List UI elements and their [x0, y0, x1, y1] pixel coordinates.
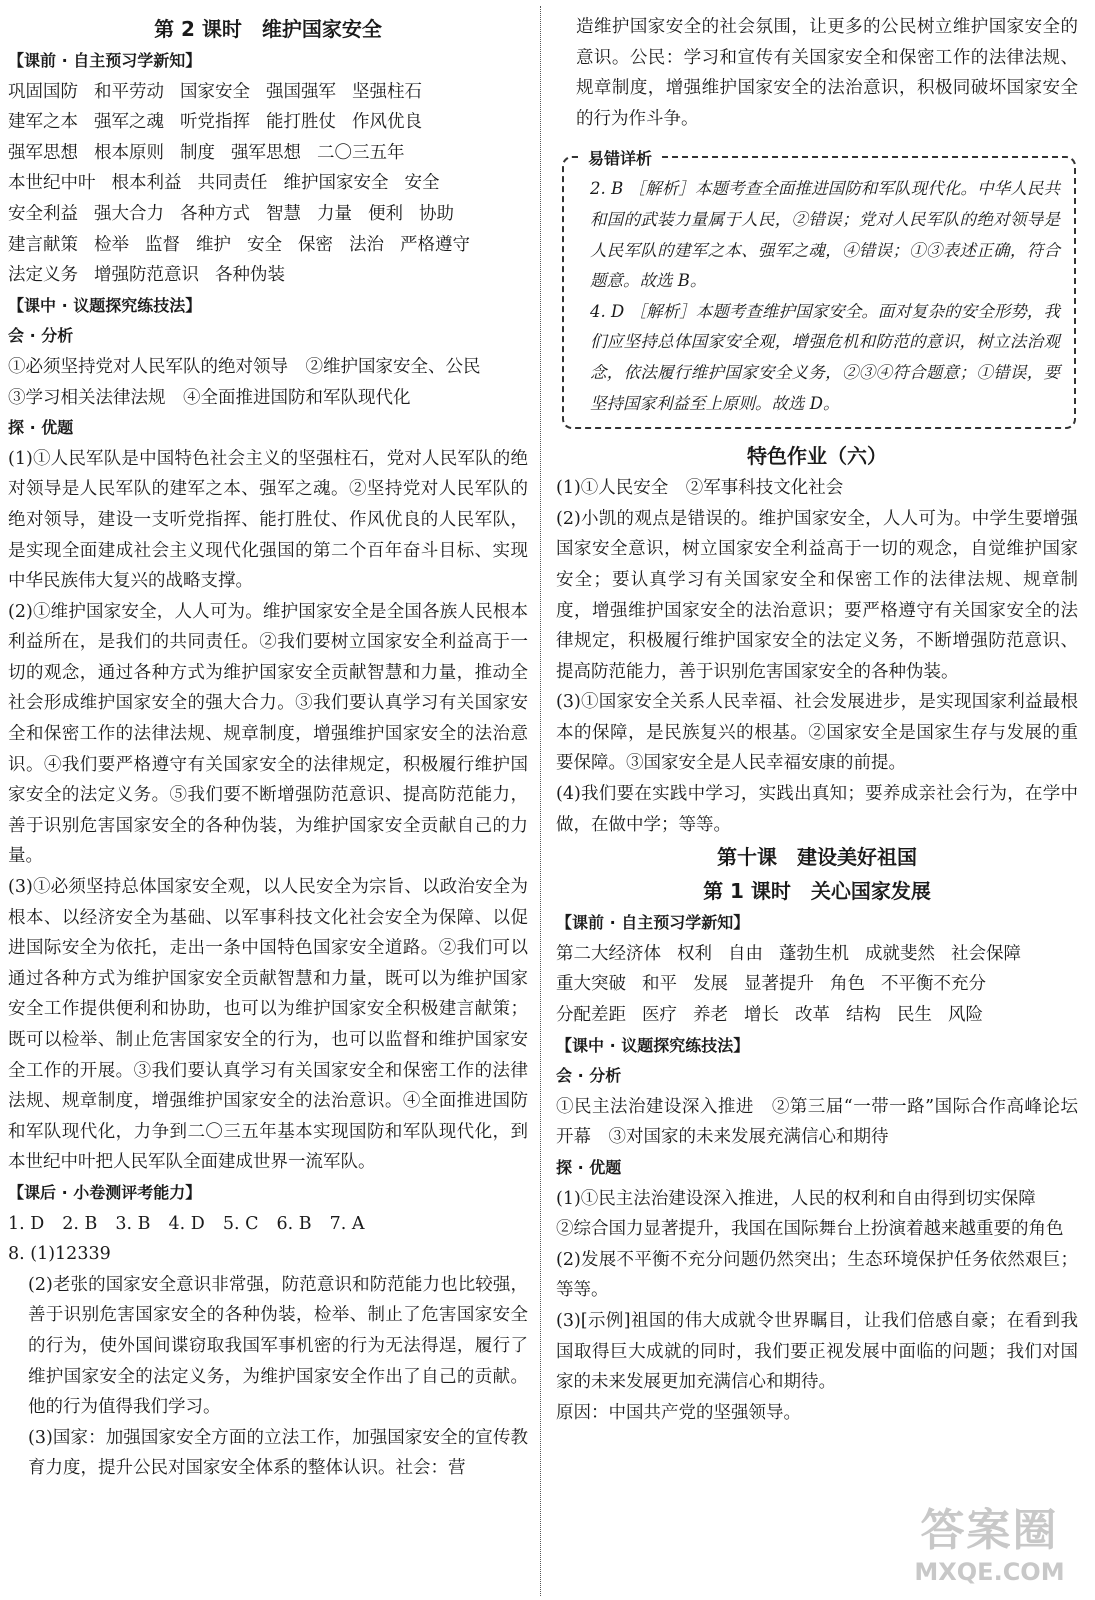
q8-answer: (3)国家：加强国家安全方面的立法工作，加强国家安全的宣传教育力度，提升公民对国家安全体系的整体认识。社会：营 — [28, 1427, 528, 1479]
keyword-row: 分配差距 医疗 养老 增长 改革 结构 民生 风险 — [556, 1005, 983, 1026]
in-class-header: 【课中 · 议题探究练技法】 — [8, 295, 202, 315]
keyword-row: 建军之本 强军之魂 听党指挥 能打胜仗 作风优良 — [8, 112, 422, 133]
keyword-row: 建言献策 检举 监督 维护 安全 保密 法治 严格遵守 — [8, 234, 470, 255]
explore-answer: (1)①人民军队是中国特色社会主义的坚强柱石，党对人民军队的绝对领导是人民军队的建军之本、强军之魂。②坚持党对人民军队的绝对领导，建设一支听党指挥、能打胜仗、作风优良的人民军队，是实现全面建成社会主义现代化强国的第二个百年奋斗目标、实现中华民族伟大复兴的战略支撑。 — [8, 448, 528, 592]
analysis-line: ③学习相关法律法规 ④全面推进国防和军队现代化 — [8, 387, 411, 408]
special-answer: (1)①人民安全 ②军事科技文化社会 — [556, 478, 844, 499]
watermark-logo-text: 答案圈 — [920, 1505, 1059, 1556]
q8-part1: 8. (1)12339 — [8, 1244, 111, 1265]
lesson-title: 第 2 课时 维护国家安全 — [154, 17, 382, 41]
keyword-row: 安全利益 强大合力 各种方式 智慧 力量 便利 协助 — [8, 203, 454, 224]
explore-answer: ②综合国力显著提升，我国在国际舞台上扮演着越来越重要的角色 — [556, 1219, 1064, 1240]
pre-class-header: 【课前 · 自主预习学新知】 — [556, 913, 750, 933]
explore-label: 探 · 优题 — [8, 418, 74, 438]
explore-answer: (2)①维护国家安全，人人可为。维护国家安全是全国各族人民根本利益所在，是我们的共同责任。②我们要树立国家安全利益高于一切的观念，通过各种方式为维护国家安全贡献智慧和力量，推动全社会形成维护国家安全的强大合力。③我们要认真学习有关国家安全和保密工作的法律法规、规章制度，增强维护国家安全的法治意识。④我们要严格遵守有关国家安全的法律规定，积极履行维护国家安全的法定义务。⑤我们要不断增强防范意识、提高防范能力，善于识别危害国家安全的各种伪装，为维护国家安全贡献自己的力量。 — [8, 601, 528, 867]
pre-class-header: 【课前 · 自主预习学新知】 — [8, 51, 202, 70]
error-analysis-item: 2. B ［解析］本题考查全面推进国防和军队现代化。中华人民共和国的武装力量属于人民，②错误；党对人民军队的绝对领导是人民军队的建军之本、强军之魂，④错误；①③表述正确，符合题意。故选 B。 — [590, 179, 1060, 291]
keyword-row: 法定义务 增强防范意识 各种伪装 — [8, 265, 285, 286]
watermark-url: MXQE.COM — [914, 1558, 1065, 1586]
error-analysis-item: 4. D ［解析］本题考查维护国家安全。面对复杂的安全形势，我们应坚持总体国家安全观，增强危机和防范的意识，树立法治观念，依法履行维护国家安全义务，②③④符合题意；①错误，要坚持国家利益至上原则。故选 D。 — [590, 301, 1060, 413]
site-watermark — [892, 1504, 1087, 1594]
right-column — [556, 12, 1078, 1600]
analysis-line: ①民主法治建设深入推进 ②第三届“一带一路”国际合作高峰论坛开幕 ③对国家的未来发展充满信心和期待 — [556, 1096, 1078, 1148]
in-class-header: 【课中 · 议题探究练技法】 — [556, 1035, 750, 1055]
keyword-row: 第二大经济体 权利 自由 蓬勃生机 成就斐然 社会保障 — [556, 943, 1021, 964]
explore-answer: (3)①必须坚持总体国家安全观，以人民安全为宗旨、以政治安全为根本、以经济安全为基础、以军事科技文化社会安全为保障、以促进国际安全为依托，走出一条中国特色国家安全道路。②我们可以通过各种方式为维护国家安全贡献智慧和力量，既可以为维护国家安全工作提供便利和协助，也可以为维护国家安全积极建言献策；既可以检举、制止危害国家安全的行为，也可以监督和维护国家安全工作的开展。③我们要认真学习有关国家安全和保密工作的法律法规、规章制度，增强维护国家安全的法治意识。④全面推进国防和军队现代化，力争到二〇三五年基本实现国防和军队现代化，到本世纪中叶把人民军队全面建成世界一流军队。 — [8, 877, 528, 1173]
error-analysis-label: 易错详析 — [580, 144, 660, 175]
explore-answer: 原因：中国共产党的坚强领导。 — [556, 1402, 801, 1423]
pre-class-keywords — [556, 939, 1078, 1031]
keyword-row: 巩固国防 和平劳动 国家安全 强国强军 坚强柱石 — [8, 81, 422, 102]
analysis-label: 会 · 分析 — [8, 326, 74, 346]
special-homework-title: 特色作业（六） — [747, 444, 887, 469]
error-analysis-box — [562, 149, 1076, 429]
special-answer: (2)小凯的观点是错误的。维护国家安全，人人可为。中学生要增强国家安全意识，树立国家安全利益高于一切的观念，自觉维护国家安全；要认真学习有关国家安全和保密工作的法律法规、规章制度，增强维护国家安全的法治意识；要严格遵守有关国家安全的法律规定，积极履行维护国家安全的法定义务，不断增强防范意识、提高防范能力，善于识别危害国家安全的各种伪装。 — [556, 508, 1078, 682]
special-answer: (3)①国家安全关系人民幸福、社会发展进步，是实现国家利益最根本的保障，是民族复兴的根基。②国家安全是国家生存与发展的重要保障。③国家安全是人民幸福安康的前提。 — [556, 692, 1078, 774]
column-divider — [540, 6, 541, 1596]
keyword-row: 本世纪中叶 根本利益 共同责任 维护国家安全 安全 — [8, 173, 440, 194]
explore-label: 探 · 优题 — [556, 1158, 622, 1177]
keyword-row: 重大突破 和平 发展 显著提升 角色 不平衡不充分 — [556, 974, 986, 995]
post-class-header: 【课后 · 小卷测评考能力】 — [8, 1182, 202, 1202]
q8-continuation: 造维护国家安全的社会氛围，让更多的公民树立维护国家安全的意识。公民：学习和宣传有关国家安全和保密工作的法律法规、规章制度，增强维护国家安全的法治意识，积极同破坏国家安全的行为作斗争。 — [576, 17, 1078, 129]
keyword-row: 强军思想 根本原则 制度 强军思想 二〇三五年 — [8, 142, 405, 163]
explore-answer: (1)①民主法治建设深入推进，人民的权利和自由得到切实保障 — [556, 1188, 1036, 1209]
pre-class-keywords — [8, 77, 528, 291]
analysis-line: ①必须坚持党对人民军队的绝对领导 ②维护国家安全、公民 — [8, 356, 481, 377]
left-column — [8, 12, 528, 1600]
q8-answer: (2)老张的国家安全意识非常强，防范意识和防范能力也比较强，善于识别危害国家安全的各种伪装，检举、制止了危害国家安全的行为，使外国间谍窃取我国军事机密的行为无法得逞，履行了维护国家安全的法定义务，为维护国家安全作出了自己的贡献。他的行为值得我们学习。 — [28, 1274, 528, 1418]
explore-answer: (3)[示例]祖国的伟大成就令世界瞩目，让我们倍感自豪；在看到我国取得巨大成就的同时，我们要正视发展中面临的问题；我们对国家的未来发展更加充满信心和期待。 — [556, 1310, 1078, 1393]
special-answer: (4)我们要在实践中学习，实践出真知；要养成亲社会行为，在学中做，在做中学；等等。 — [556, 784, 1078, 835]
explore-answer: (2)发展不平衡不充分问题仍然突出；生态环境保护任务依然艰巨；等等。 — [556, 1249, 1078, 1301]
analysis-label: 会 · 分析 — [556, 1066, 622, 1086]
lesson-ten-subtitle: 第 1 课时 关心国家发展 — [703, 879, 931, 904]
lesson-ten-title: 第十课 建设美好祖国 — [717, 845, 917, 870]
multiple-choice-answers: 1. D 2. B 3. B 4. D 5. C 6. B 7. A — [8, 1213, 365, 1234]
